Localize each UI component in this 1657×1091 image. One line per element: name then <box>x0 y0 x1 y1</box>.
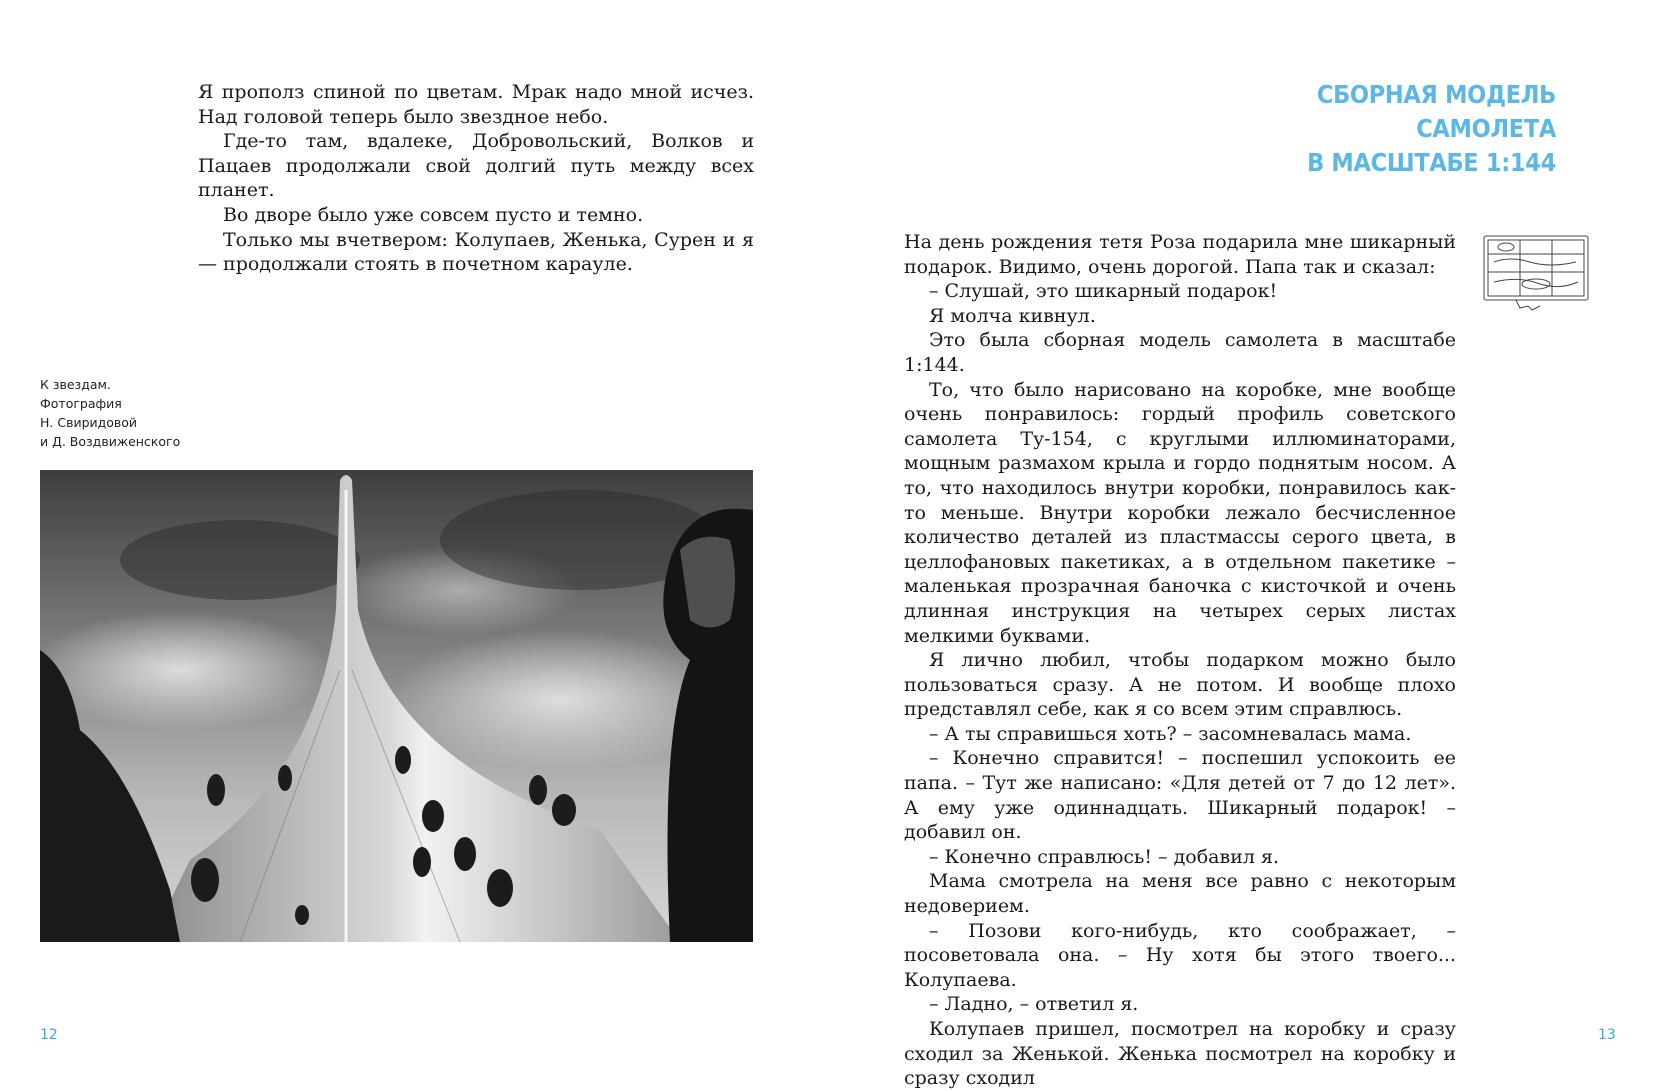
title-line: В МАСШТАБЕ 1:144 <box>1307 148 1556 177</box>
caption-line: и Д. Воздвиженского <box>40 434 181 449</box>
paragraph: То, что было нарисовано на коробке, мне вообще очень понравилось: гордый профиль советского самолета Ту-154, с круглыми иллюминаторами, мощным размахом крыла и гордо поднятым носом. А то, что находилось внутри коробки, понравилось как-то меньше. Внутри коробки лежало бесчисленное количество деталей из пластмассы серого цвета, в целлофановых пакетиках, а в отдельном пакетике – маленькая прозрачная баночка с кисточкой и очень длинная инструкция на четырех серых листах мелкими буквами. <box>904 378 1456 647</box>
title-line: САМОЛЕТА <box>1416 114 1556 143</box>
chapter-title <box>1307 78 1556 180</box>
paragraph: Во дворе было уже совсем пусто и темно. <box>223 203 644 226</box>
caption-line: Н. Свиридовой <box>40 415 138 430</box>
paragraph: Мама смотрела на меня все равно с некоторым недоверием. <box>904 870 1456 918</box>
paragraph: – Позови кого-нибудь, кто соображает, – посоветовала она. – Ну хотя бы этого твоего... Колупаева. <box>904 919 1456 991</box>
caption-line: К звездам. <box>40 377 111 392</box>
photo-caption <box>40 375 200 451</box>
paragraph: Я прополз спиной по цветам. Мрак надо мной исчез. Над головой теперь было звездное небо. <box>198 81 754 128</box>
paragraph: – Слушай, это шикарный подарок! <box>929 280 1278 303</box>
model-kit-sketch-icon <box>1480 232 1592 312</box>
left-page-text <box>198 80 754 277</box>
paragraph: – Конечно справится! – поспешил успокоить ее папа. – Тут же написано: «Для детей от 7 до 12 лет». А ему уже одиннадцать. Шикарный подарок! – добавил он. <box>904 747 1456 844</box>
paragraph: – Конечно справлюсь! – добавил я. <box>929 845 1279 868</box>
paragraph: На день рождения тетя Роза подарила мне шикарный подарок. Видимо, очень дорогой. Папа так и сказал: <box>904 231 1456 278</box>
right-page <box>828 0 1657 1090</box>
caption-line: Фотография <box>40 396 122 411</box>
title-line: СБОРНАЯ МОДЕЛЬ <box>1316 80 1556 109</box>
paragraph: Это была сборная модель самолета в масштабе 1:144. <box>904 329 1456 376</box>
monument-photo <box>40 470 753 942</box>
paragraph: – Ладно, – ответил я. <box>929 993 1139 1016</box>
paragraph: Только мы вчетвером: Колупаев, Женька, Сурен и я — продолжали стоять в почетном карауле. <box>198 228 754 276</box>
paragraph: Колупаев пришел, посмотрел на коробку и сразу сходил за Женькой. Женька посмотрел на коробку и сразу сходил <box>904 1018 1456 1090</box>
page-number: 12 <box>40 1027 58 1043</box>
paragraph: Где-то там, вдалеке, Добровольский, Волков и Пацаев продолжали свой долгий путь между всех планет. <box>198 130 754 202</box>
page-number: 13 <box>1598 1027 1616 1043</box>
left-page <box>0 0 828 1080</box>
right-page-text <box>904 230 1456 1091</box>
paragraph: – А ты справишься хоть? – засомневалась мама. <box>929 722 1412 745</box>
paragraph: Я лично любил, чтобы подарком можно было пользоваться сразу. А не потом. И вообще плохо представлял себе, как я со всем этим справлюсь. <box>904 649 1456 721</box>
paragraph: Я молча кивнул. <box>929 304 1096 327</box>
